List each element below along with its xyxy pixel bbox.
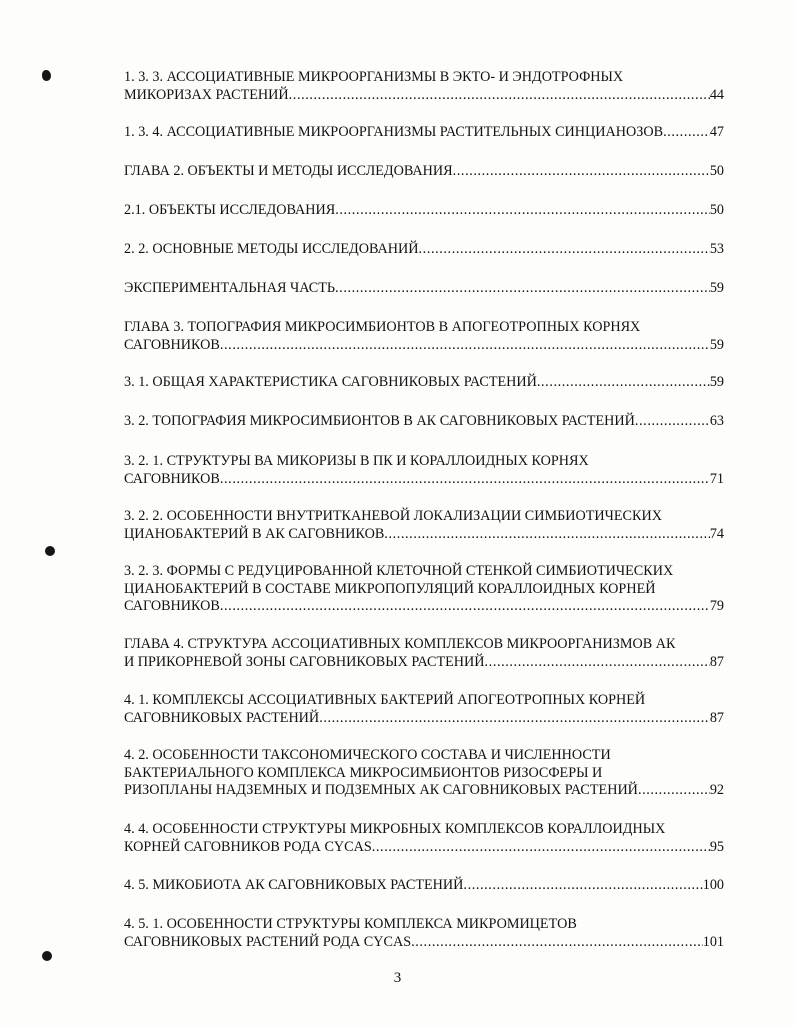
toc-entry-title-line: 3. 2. 1. СТРУКТУРЫ ВА МИКОРИЗЫ В ПК И КОРАЛЛОИДНЫХ КОРНЯХ	[124, 453, 589, 469]
toc-entry-page-number: 100	[702, 877, 724, 893]
toc-entry-last-line	[124, 934, 724, 952]
dot-leader	[220, 598, 710, 616]
toc-entry	[124, 319, 724, 354]
toc-entry-title-line: САГОВНИКОВЫХ РАСТЕНИЙ РОДА CYCAS	[124, 933, 412, 950]
toc-entry-page-number: 87	[709, 709, 724, 726]
toc-entry-title-line: САГОВНИКОВ	[124, 598, 220, 614]
toc-entry	[124, 69, 724, 104]
toc-entry	[124, 877, 724, 895]
toc-entry-title-line: 4. 5. МИКОБИОТА АК САГОВНИКОВЫХ РАСТЕНИЙ	[124, 877, 464, 893]
toc-entry	[124, 821, 724, 856]
dot-leader	[419, 241, 710, 259]
toc-entry-last-line	[124, 280, 724, 298]
dot-leader	[220, 337, 710, 355]
toc-entry-title-line: 4. 2. ОСОБЕННОСТИ ТАКСОНОМИЧЕСКОГО СОСТАВА И ЧИСЛЕННОСТИ	[124, 747, 611, 763]
toc-entry-last-line	[124, 374, 724, 392]
toc-entry-title-line: 2.1. ОБЪЕКТЫ ИССЛЕДОВАНИЯ	[124, 202, 336, 218]
toc-entry	[124, 508, 724, 543]
toc-entry	[124, 692, 724, 727]
toc-entry-title-line: 3. 2. 3. ФОРМЫ С РЕДУЦИРОВАННОЙ КЛЕТОЧНОЙ СТЕНКОЙ СИМБИОТИЧЕСКИХ	[124, 563, 674, 579]
punch-hole-bottom	[42, 951, 52, 961]
toc-entry-last-line	[124, 202, 724, 220]
toc-entry-page-number: 74	[709, 525, 724, 542]
toc-entry-title-line: 2. 2. ОСНОВНЫЕ МЕТОДЫ ИССЛЕДОВАНИЙ	[124, 241, 419, 257]
toc-entry	[124, 747, 724, 800]
toc-entry-title-line: 3. 2. 2. ОСОБЕННОСТИ ВНУТРИТКАНЕВОЙ ЛОКАЛИЗАЦИИ СИМБИОТИЧЕСКИХ	[124, 508, 662, 524]
toc-entry	[124, 916, 724, 951]
toc-entry-title-line: ГЛАВА 2. ОБЪЕКТЫ И МЕТОДЫ ИССЛЕДОВАНИЯ	[124, 163, 453, 179]
toc-entry-title-line: 1. 3. 3. АССОЦИАТИВНЫЕ МИКРООРГАНИЗМЫ В ЭКТО- И ЭНДОТРОФНЫХ	[124, 69, 624, 85]
toc-entry	[124, 241, 724, 259]
toc-entry-last-line	[124, 124, 724, 142]
toc-entry-page-number: 92	[709, 782, 724, 798]
toc-entry-title-line: 4. 4. ОСОБЕННОСТИ СТРУКТУРЫ МИКРОБНЫХ КОМПЛЕКСОВ КОРАЛЛОИДНЫХ	[124, 821, 666, 837]
dot-leader	[384, 526, 710, 544]
toc-entry-title-line: ГЛАВА 3. ТОПОГРАФИЯ МИКРОСИМБИОНТОВ В АПОГЕОТРОПНЫХ КОРНЯХ	[124, 319, 641, 335]
dot-leader	[485, 654, 710, 672]
toc-entry-page-number: 87	[709, 653, 724, 670]
toc-entry-page-number: 50	[709, 202, 724, 218]
dot-leader	[335, 202, 710, 220]
dot-leader	[372, 839, 710, 857]
toc-entry-last-line	[124, 87, 724, 105]
toc-entry	[124, 453, 724, 488]
dot-leader	[638, 782, 710, 800]
toc-entry-title-line: ЭКСПЕРИМЕНТАЛЬНАЯ ЧАСТЬ	[124, 280, 336, 296]
dot-leader	[411, 934, 703, 952]
toc-entry-last-line	[124, 782, 724, 800]
toc-entry-page-number: 71	[709, 470, 724, 487]
toc-entry	[124, 374, 724, 392]
dot-leader	[463, 877, 702, 895]
toc-entry-page-number: 95	[709, 838, 724, 855]
toc-entry-last-line	[124, 877, 724, 895]
toc-entry-last-line	[124, 241, 724, 259]
toc-entry	[124, 563, 724, 616]
toc-entry-last-line	[124, 654, 724, 672]
toc-entry-title-line: 4. 5. 1. ОСОБЕННОСТИ СТРУКТУРЫ КОМПЛЕКСА МИКРОМИЦЕТОВ	[124, 916, 577, 932]
toc-entry-last-line	[124, 413, 724, 431]
toc-entry	[124, 124, 724, 142]
toc-entry-title-line: РИЗОПЛАНЫ НАДЗЕМНЫХ И ПОДЗЕМНЫХ АК САГОВНИКОВЫХ РАСТЕНИЙ	[124, 782, 638, 798]
toc-entry-title-line: 3. 2. ТОПОГРАФИЯ МИКРОСИМБИОНТОВ В АК САГОВНИКОВЫХ РАСТЕНИЙ	[124, 413, 635, 429]
toc-entry	[124, 280, 724, 298]
toc-entry-title-line: БАКТЕРИАЛЬНОГО КОМПЛЕКСА МИКРОСИМБИОНТОВ РИЗОСФЕРЫ И	[124, 764, 603, 781]
toc-entry-page-number: 50	[709, 163, 724, 179]
toc-entry-page-number: 59	[709, 336, 724, 353]
toc-entry-title-line: САГОВНИКОВ	[124, 336, 220, 353]
toc-entry-title-line: ЦИАНОБАКТЕРИЙ В СОСТАВЕ МИКРОПОПУЛЯЦИЙ КОРАЛЛОИДНЫХ КОРНЕЙ	[124, 580, 656, 597]
toc-entry	[124, 413, 724, 431]
toc-entry-last-line	[124, 471, 724, 489]
toc-entry	[124, 202, 724, 220]
toc-entry-title-line: 4. 1. КОМПЛЕКСЫ АССОЦИАТИВНЫХ БАКТЕРИЙ АПОГЕОТРОПНЫХ КОРНЕЙ	[124, 692, 646, 708]
toc-entry-last-line	[124, 526, 724, 544]
dot-leader	[335, 280, 710, 298]
dot-leader	[537, 374, 710, 392]
dot-leader	[289, 87, 710, 105]
toc-entry-page-number: 63	[709, 413, 724, 429]
dot-leader	[453, 163, 710, 181]
toc-entry-last-line	[124, 163, 724, 181]
toc-entry-page-number: 44	[709, 86, 724, 103]
toc-entry-last-line	[124, 839, 724, 857]
toc-entry-title-line: МИКОРИЗАХ РАСТЕНИЙ	[124, 86, 289, 103]
toc-entry-last-line	[124, 598, 724, 616]
toc-entry-title-line: И ПРИКОРНЕВОЙ ЗОНЫ САГОВНИКОВЫХ РАСТЕНИЙ	[124, 653, 485, 670]
toc-entry-title-line: ЦИАНОБАКТЕРИЙ В АК САГОВНИКОВ	[124, 525, 385, 542]
toc-entry-page-number: 53	[709, 241, 724, 257]
dot-leader	[663, 124, 710, 142]
page-number: 3	[393, 970, 402, 986]
toc-entry-title-line: САГОВНИКОВЫХ РАСТЕНИЙ	[124, 709, 320, 726]
toc-entry-page-number: 47	[709, 124, 724, 140]
punch-hole-middle	[45, 546, 55, 556]
dot-leader	[635, 413, 710, 431]
toc-entry-title-line: ГЛАВА 4. СТРУКТУРА АССОЦИАТИВНЫХ КОМПЛЕКСОВ МИКРООРГАНИЗМОВ АК	[124, 636, 676, 652]
toc-entry-page-number: 101	[702, 933, 724, 950]
toc-entry-last-line	[124, 710, 724, 728]
toc-entry-page-number: 59	[709, 280, 724, 296]
dot-leader	[220, 471, 710, 489]
punch-hole-top	[42, 70, 51, 81]
toc-entry-title-line: 3. 1. ОБЩАЯ ХАРАКТЕРИСТИКА САГОВНИКОВЫХ РАСТЕНИЙ	[124, 374, 537, 390]
toc-entry	[124, 636, 724, 671]
toc-entry-page-number: 59	[709, 374, 724, 390]
toc-entry	[124, 163, 724, 181]
toc-entry-page-number: 79	[709, 598, 724, 614]
dot-leader	[319, 710, 710, 728]
toc-entry-title-line: САГОВНИКОВ	[124, 470, 220, 487]
toc-entry-title-line: 1. 3. 4. АССОЦИАТИВНЫЕ МИКРООРГАНИЗМЫ РАСТИТЕЛЬНЫХ СИНЦИАНОЗОВ	[124, 124, 664, 140]
toc-entry-last-line	[124, 337, 724, 355]
toc-entry-title-line: КОРНЕЙ САГОВНИКОВ РОДА CYCAS	[124, 838, 372, 855]
